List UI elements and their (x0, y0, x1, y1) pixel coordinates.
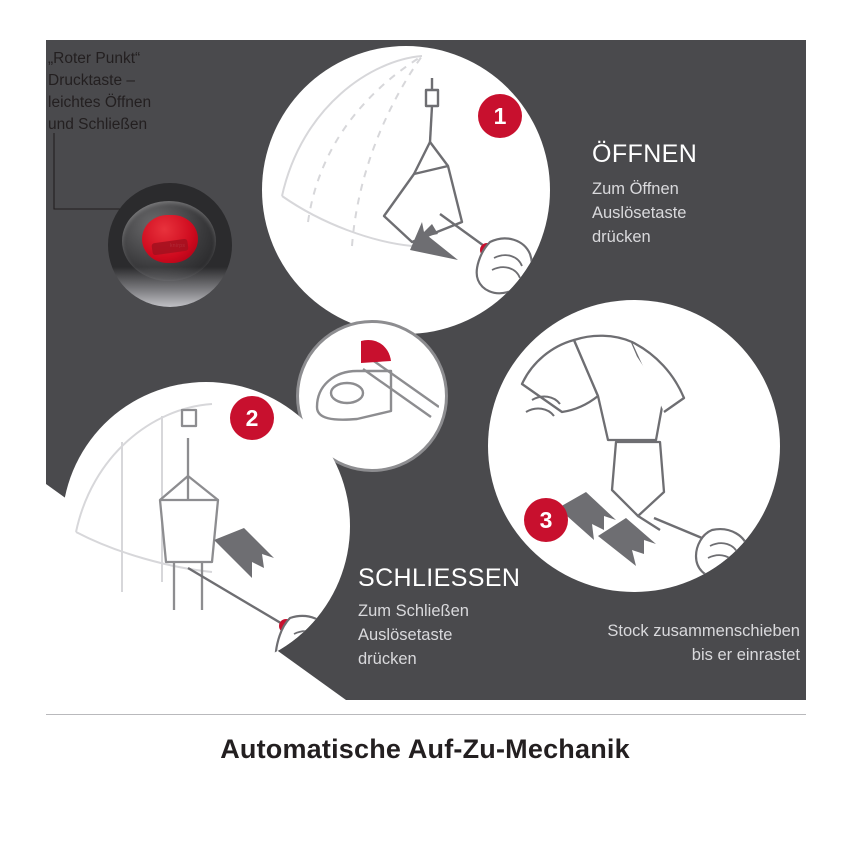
callout-line-2: Drucktaste – (48, 72, 136, 89)
step3-drawing (488, 300, 780, 592)
photo-gradient (108, 267, 232, 307)
callout-line-3: leichtes Öffnen (48, 94, 152, 111)
step-1-heading: ÖFFNEN (592, 140, 698, 168)
step1-drawing (262, 46, 550, 334)
step-1-body-line-2: Auslösetaste (592, 203, 687, 222)
arrow-down-right (214, 528, 274, 578)
step-1-body-line-3: drücken (592, 227, 651, 246)
callout-line-1: „Roter Punkt“ (48, 50, 141, 67)
step-1-body (592, 178, 782, 250)
step-3-body-line-1: Stock zusammenschieben (607, 622, 800, 640)
step-3-body-line-2: bis er einrastet (691, 645, 800, 664)
step-badge-3: 3 (524, 498, 568, 542)
step-2-body-line-1: Zum Schließen (358, 602, 469, 620)
footer-divider (46, 714, 806, 715)
step-badge-1: 1 (478, 94, 522, 138)
step-2-body (358, 600, 548, 672)
illustration-step-3 (488, 300, 780, 592)
step-2-heading: SCHLIESSEN (358, 564, 521, 592)
step-3-body (560, 620, 800, 668)
callout-text (48, 48, 228, 136)
step-1-body-line-1: Zum Öffnen (592, 180, 679, 198)
illustration-step-2 (62, 382, 350, 670)
callout-line-4: und Schließen (48, 116, 148, 133)
red-button-photo (108, 183, 232, 307)
step-2-body-line-3: drücken (358, 649, 417, 668)
footer-caption: Automatische Auf-Zu-Mechanik (220, 734, 630, 764)
button-ridge (151, 239, 188, 256)
red-dot-button (142, 215, 198, 263)
step2-drawing (62, 382, 350, 670)
step-badge-2: 2 (230, 396, 274, 440)
illustration-step-1 (262, 46, 550, 334)
red-dot-marker-detail (361, 340, 391, 363)
step-2-body-line-2: Auslösetaste (358, 625, 453, 644)
